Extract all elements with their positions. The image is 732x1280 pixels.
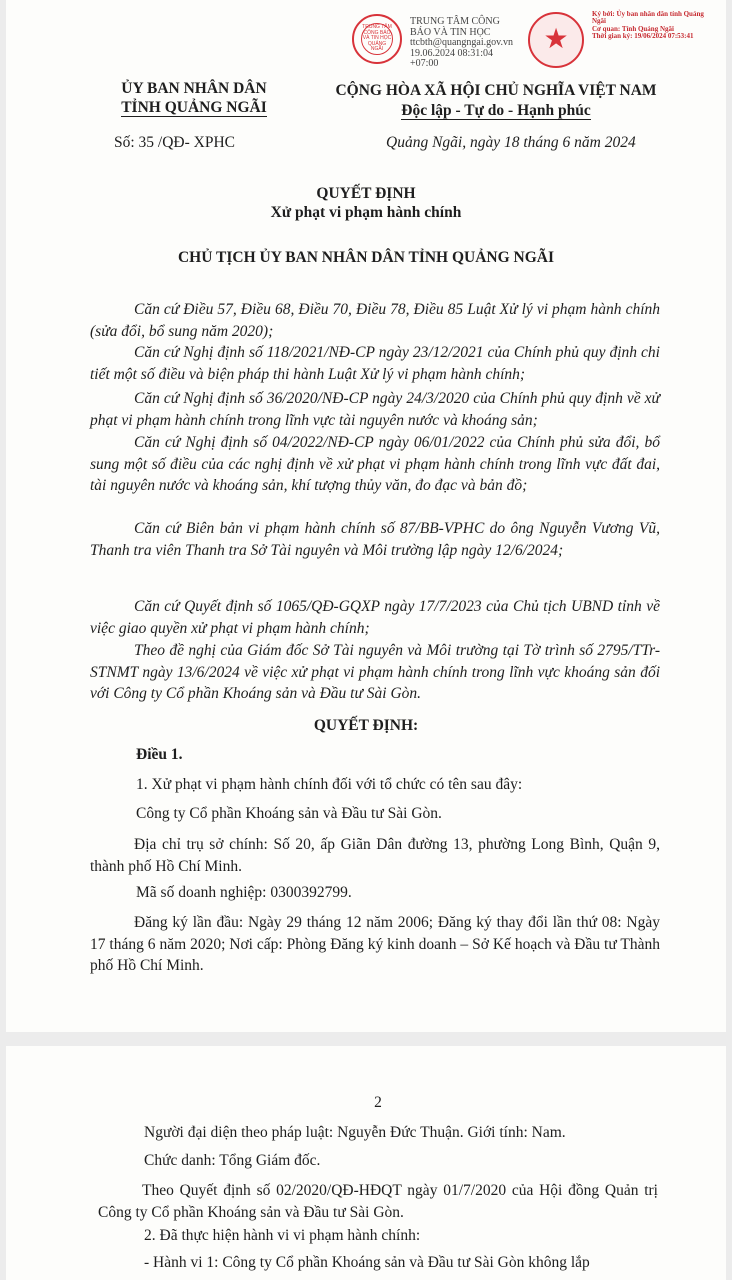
signature-line: Thời gian ký: 19/06/2024 07:53:41 bbox=[592, 32, 694, 41]
company-name: Công ty Cổ phần Khoáng sản và Đầu tư Sài Gòn. bbox=[136, 805, 442, 822]
preamble-paragraph: Theo đề nghị của Giám đốc Sở Tài nguyên và Môi trường tại Tờ trình số 2795/TTr- STNMT ngày 13/6/2024 về việc xử phạt vi phạm hành chính trong lĩnh vực khoáng sản đối với Công ty Cổ phần Khoáng sản và Đầu tư Sài Gòn. bbox=[90, 642, 660, 702]
article-1-item-2: 2. Đã thực hiện hành vi vi phạm hành chính: bbox=[144, 1227, 421, 1244]
publishing-center-seal bbox=[352, 14, 402, 64]
national-emblem-seal bbox=[528, 12, 584, 68]
article-1-heading: Điều 1. bbox=[136, 746, 183, 763]
representative-position: Chức danh: Tổng Giám đốc. bbox=[144, 1152, 321, 1169]
document-number: Số: 35 /QĐ- XPHC bbox=[114, 134, 236, 151]
registration-info: Đăng ký lần đầu: Ngày 29 tháng 12 năm 2006; Đăng ký thay đổi lần thứ 08: Ngày 17 tháng 6 năm 2020; Nơi cấp: Phòng Đăng ký kinh doanh – Sở Kế hoạch và Đầu tư Thành phố Hồ Chí Minh. bbox=[90, 914, 660, 974]
digital-signature-center bbox=[410, 17, 513, 70]
digital-signature-committee bbox=[592, 11, 704, 40]
page-number: 2 bbox=[374, 1094, 382, 1111]
preamble-paragraph: Căn cứ Biên bản vi phạm hành chính số 87/BB-VPHC do ông Nguyễn Vương Vũ, Thanh tra viên Thanh tra Sở Tài nguyên và Môi trường lập ngày 12/6/2024; bbox=[90, 520, 660, 559]
issuing-authority: CHỦ TỊCH ỦY BAN NHÂN DÂN TỈNH QUẢNG NGÃI bbox=[177, 249, 555, 266]
preamble-paragraph: Căn cứ Nghị định số 36/2020/NĐ-CP ngày 24/3/2020 của Chính phủ quy định về xử phạt vi phạm hành chính trong lĩnh vực tài nguyên nước và khoáng sản; bbox=[90, 390, 660, 429]
preamble-paragraph: Căn cứ Nghị định số 118/2021/NĐ-CP ngày 23/12/2021 của Chính phủ quy định chi tiết một số điều và biện pháp thi hành Luật Xử lý vi phạm hành chính; bbox=[90, 344, 660, 383]
signature-line: BÁO VÀ TIN HỌC bbox=[410, 26, 491, 38]
document-title: QUYẾT ĐỊNH bbox=[316, 185, 416, 202]
preamble-paragraph: Căn cứ Nghị định số 04/2022/NĐ-CP ngày 06/01/2022 của Chính phủ sửa đổi, bổ sung một số điều của các nghị định về xử phạt vi phạm hành chính trong lĩnh vực đất đai, tài nguyên nước và khoáng sản, khí tượng thủy văn, đo đạc và bản đồ; bbox=[90, 434, 660, 494]
board-decision: Theo Quyết định số 02/2020/QĐ-HĐQT ngày 01/7/2020 của Hội đồng Quản trị Công ty Cổ phần Khoáng sản và Đầu tư Sài Gòn. bbox=[98, 1182, 658, 1221]
legal-representative: Người đại diện theo pháp luật: Nguyễn Đức Thuận. Giới tính: Nam. bbox=[144, 1124, 566, 1141]
signature-line: 19.06.2024 08:31:04 bbox=[410, 47, 494, 59]
preamble-paragraph: Căn cứ Quyết định số 1065/QĐ-GQXP ngày 17/7/2023 của Chủ tịch UBND tỉnh về việc giao quyền xử phạt vi phạm hành chính; bbox=[90, 598, 660, 637]
document-page-1 bbox=[6, 0, 726, 1032]
signature-line: Ký bởi: Ủy ban nhân dân tỉnh Quảng bbox=[592, 10, 704, 18]
violation-act-1: - Hành vi 1: Công ty Cổ phần Khoáng sản và Đầu tư Sài Gòn không lắp bbox=[144, 1254, 590, 1271]
national-title: CỘNG HÒA XÃ HỘI CHỦ NGHĨA VIỆT NAM Độc lập - Tự do - Hạnh phúc bbox=[335, 82, 657, 119]
agency-name: ỦY BAN NHÂN DÂN TỈNH QUẢNG NGÃI bbox=[121, 80, 267, 116]
preamble-paragraph: Căn cứ Điều 57, Điều 68, Điều 70, Điều 78, Điều 85 Luật Xử lý vi phạm hành chính (sửa đổi, bổ sung năm 2020); bbox=[90, 301, 660, 340]
signature-line: +07:00 bbox=[410, 58, 439, 69]
document-subtitle: Xử phạt vi phạm hành chính bbox=[270, 204, 462, 221]
star-icon: ★ bbox=[543, 24, 569, 55]
signature-line: ttcbth@quangngai.gov.vn bbox=[410, 37, 513, 48]
signature-line: Cơ quan: Tỉnh Quảng Ngãi bbox=[592, 24, 674, 33]
decision-heading: QUYẾT ĐỊNH: bbox=[313, 717, 419, 734]
signature-line: TRUNG TÂM CÔNG bbox=[410, 16, 500, 27]
seal-text: TRUNG TÂM CÔNG BÁO VÀ TIN HỌC QUẢNG NGÃI bbox=[361, 23, 393, 55]
signature-line: Ngãi bbox=[592, 17, 606, 26]
company-address: Địa chỉ trụ sở chính: Số 20, ấp Giãn Dân đường 13, phường Long Bình, Quận 9, thành phố Hồ Chí Minh. bbox=[90, 836, 660, 875]
tax-code: Mã số doanh nghiệp: 0300392799. bbox=[136, 884, 352, 901]
article-1-item-1: 1. Xử phạt vi phạm hành chính đối với tổ chức có tên sau đây: bbox=[136, 776, 523, 793]
document-page-2 bbox=[6, 1046, 726, 1280]
place-and-date: Quảng Ngãi, ngày 18 tháng 6 năm 2024 bbox=[386, 134, 636, 151]
